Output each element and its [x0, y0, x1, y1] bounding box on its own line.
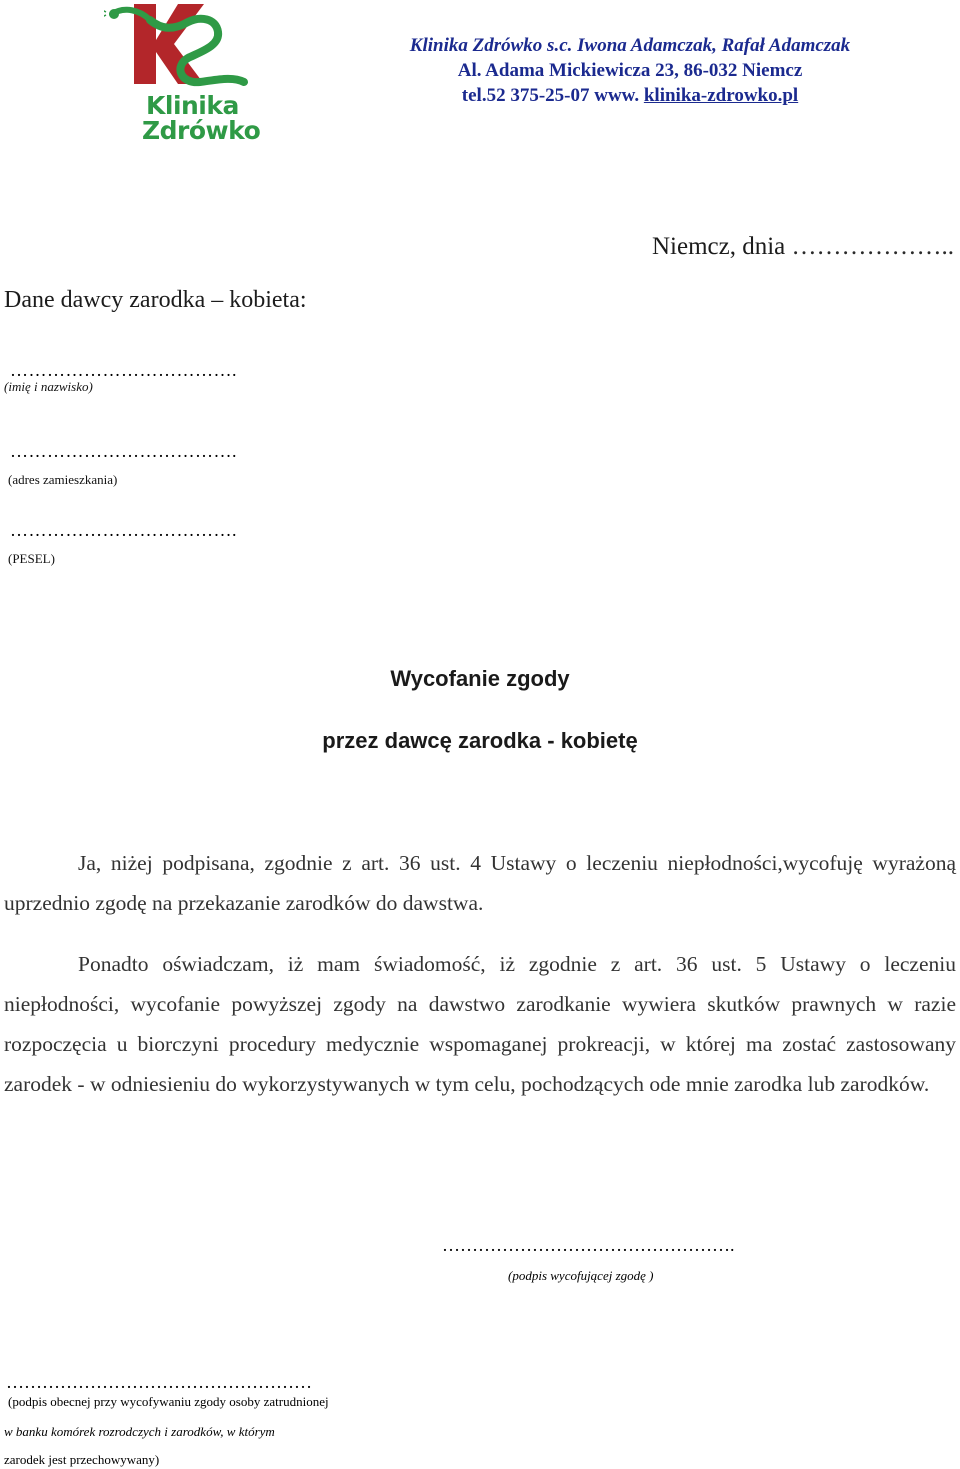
statement-paragraph-2: Ponadto oświadczam, iż mam świadomość, iż zgodnie z art. 36 ust. 5 Ustawy o leczeniu niepłodności, wycofanie powyższej zgody na dawstwo zarodkanie wywiera skutków prawnych w razie rozpoczęcia u biorczyni procedury medycznie wspomaganej prokreacji, w której ma zostać zastosowany zarodek - w odniesieniu do wykorzystywanych w tym celu, pochodzących ode mnie zarodka lub zarodków. — [4, 952, 956, 1096]
clinic-name: Klinika Zdrówko s.c. Iwona Adamczak, Rafał Adamczak — [409, 35, 851, 56]
clinic-phone: tel.52 375-25-07 www. — [461, 85, 644, 106]
clinic-contact — [330, 85, 930, 107]
logo-text-line2: Zdrówko — [142, 116, 261, 145]
section-title: Dane dawcy zarodka – kobieta: — [4, 287, 307, 313]
address-caption: (adres zamieszkania) — [8, 472, 118, 487]
date-label: Niemcz, dnia — [652, 233, 792, 260]
statement-paragraph-1: Ja, niżej podpisana, zgodnie z art. 36 ust. 4 Ustawy o leczeniu niepłodności,wycofuję wyrażoną uprzednio zgodę na przekazanie zarodków do dawstwa. — [4, 851, 956, 915]
address-field[interactable]: ………………………………. — [10, 441, 237, 461]
document-title: Wycofanie zgody — [390, 666, 570, 691]
name-field[interactable]: ………………………………. — [10, 360, 237, 380]
clinic-address: Al. Adama Mickiewicza 23, 86-032 Niemcz — [457, 60, 803, 81]
date-field[interactable]: ……………….. — [791, 233, 955, 260]
witness-signature-field[interactable]: …………………………………………… — [6, 1372, 312, 1392]
witness-caption-line2: w banku komórek rozrodczych i zarodków, w którym — [4, 1424, 275, 1439]
date-line — [652, 233, 954, 261]
pesel-caption: (PESEL) — [8, 551, 55, 566]
clinic-logo — [104, 0, 261, 145]
signature-caption: (podpis wycofującej zgodę ) — [508, 1268, 654, 1283]
pesel-field[interactable]: ………………………………. — [10, 520, 237, 540]
snake-k-logo-icon — [104, 0, 254, 100]
witness-caption-line3: zarodek jest przechowywany) — [4, 1452, 160, 1467]
name-caption: (imię i nazwisko) — [4, 379, 93, 394]
witness-caption-line1: (podpis obecnej przy wycofywaniu zgody osoby zatrudnionej — [8, 1394, 329, 1409]
document-subtitle: przez dawcę zarodka - kobietę — [322, 728, 638, 753]
clinic-website-link[interactable]: klinika-zdrowko.pl — [643, 85, 799, 106]
logo-text-line1: Klinika — [146, 91, 239, 120]
signature-field[interactable]: …………………………………………. — [442, 1235, 735, 1255]
